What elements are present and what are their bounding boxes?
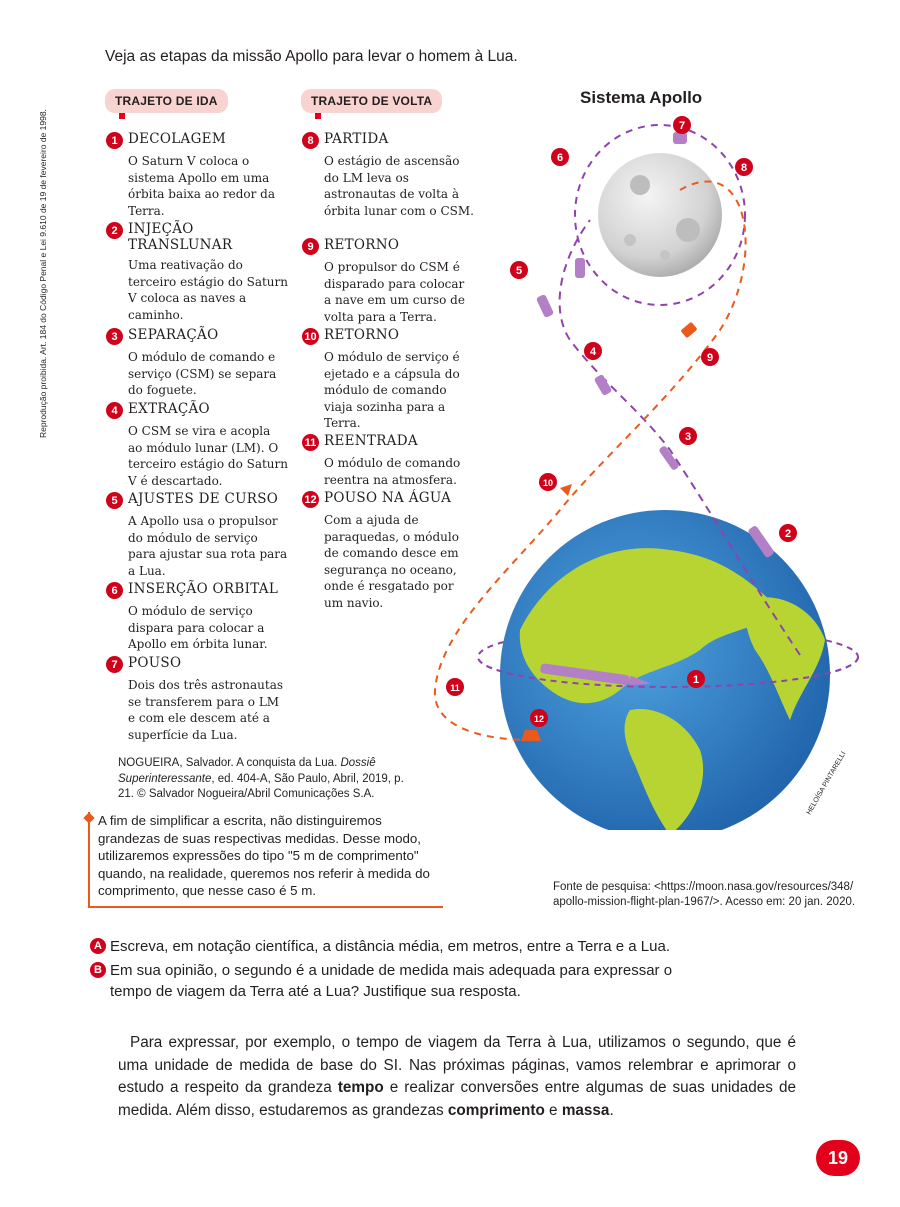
step-number: 11 bbox=[302, 434, 319, 451]
citation-after: , ed. 404-A, São Paulo, Abril, 2019, p. 21. © Salvador Nogueira/Abril Comunicações S.A. bbox=[118, 772, 404, 800]
step-text: O módulo de serviço dispara para colocar a Apollo em órbita lunar. bbox=[128, 604, 268, 651]
step-number: 10 bbox=[302, 328, 319, 345]
marker-label: 2 bbox=[784, 528, 792, 540]
para-bold: massa bbox=[561, 1101, 610, 1119]
question-b bbox=[90, 960, 700, 1002]
step-text: O módulo de comando reentra na atmosfera. bbox=[324, 456, 461, 487]
ida-label: TRAJETO DE IDA bbox=[105, 89, 228, 113]
step-title: PARTIDA bbox=[324, 131, 389, 147]
step-text: O CSM se vira e acopla ao módulo lunar (LM). O terceiro estágio do Saturn V é descartado. bbox=[128, 424, 289, 488]
note-box bbox=[88, 812, 443, 908]
step-text: Uma reativação do terceiro estágio do Saturn V coloca as naves a caminho. bbox=[128, 258, 289, 322]
spacecraft-5-icon bbox=[536, 294, 554, 318]
spacecraft-4-icon bbox=[594, 374, 613, 396]
step-3 bbox=[106, 327, 291, 399]
step-text: O estágio de ascensão do LM leva os astronautas de volta à órbita lunar com o CSM. bbox=[324, 154, 474, 218]
capsule-10-icon bbox=[560, 484, 572, 496]
step-number: 2 bbox=[106, 222, 123, 239]
step-number: 4 bbox=[106, 402, 123, 419]
step-number: 6 bbox=[106, 582, 123, 599]
body-paragraph bbox=[118, 1032, 796, 1122]
spacecraft-6-icon bbox=[575, 258, 585, 278]
step-title: INJEÇÃO TRANSLUNAR bbox=[128, 221, 233, 253]
step-number: 7 bbox=[106, 656, 123, 673]
step-number: 5 bbox=[106, 492, 123, 509]
para-text: e bbox=[544, 1101, 562, 1119]
marker-label: 7 bbox=[678, 120, 686, 132]
step-title: INSERÇÃO ORBITAL bbox=[128, 581, 279, 597]
step-number: 8 bbox=[302, 132, 319, 149]
step-title: POUSO NA ÁGUA bbox=[324, 490, 452, 506]
moon bbox=[598, 153, 722, 277]
marker-label: 9 bbox=[706, 352, 714, 364]
step-title: DECOLAGEM bbox=[128, 131, 226, 147]
question-text: Em sua opinião, o segundo é a unidade de medida mais adequada para expressar o tempo de viagem da Terra até a Lua? Justifique sua resposta. bbox=[110, 962, 673, 1000]
step-number: 12 bbox=[302, 491, 319, 508]
para-bold: tempo bbox=[337, 1079, 384, 1096]
para-text: . bbox=[609, 1101, 614, 1119]
volta-label: TRAJETO DE VOLTA bbox=[301, 89, 442, 113]
para-text: Para expressar, por exemplo, o tempo de viagem da Terra à Lua, utilizamos o segundo, que é uma unidade de medida de base do SI. Nas próximas páginas, vamos relembrar e aprimorar o estudo a respeito da grandeza bbox=[118, 1034, 796, 1096]
question-letter: A bbox=[90, 938, 106, 954]
step-4 bbox=[106, 401, 291, 489]
marker-label: 4 bbox=[589, 346, 597, 358]
marker-label: 10 bbox=[542, 478, 554, 488]
step-title: EXTRAÇÃO bbox=[128, 401, 210, 417]
step-number: 1 bbox=[106, 132, 123, 149]
apollo-diagram bbox=[420, 110, 880, 830]
step-title: REENTRADA bbox=[324, 433, 418, 449]
para-text: e realizar conversões entre algumas de suas unidades de medida. Além disso, estudaremos as grandezas bbox=[118, 1079, 796, 1119]
step-title: POUSO bbox=[128, 655, 182, 671]
note-marker-icon bbox=[83, 812, 94, 823]
step-text: O módulo de serviço é ejetado e a cápsula do módulo de comando viaja sozinha para a Terra. bbox=[324, 350, 460, 430]
marker-label: 12 bbox=[533, 714, 545, 724]
spacecraft-7-icon bbox=[673, 132, 687, 144]
step-text: O Saturn V coloca o sistema Apollo em uma órbita baixa ao redor da Terra. bbox=[128, 154, 276, 218]
marker-label: 8 bbox=[740, 162, 748, 174]
step-text: Dois dos três astronautas se transferem para o LM e com ele descem até a superfície da Lua. bbox=[128, 678, 284, 742]
page-number: 19 bbox=[816, 1140, 860, 1176]
step-6 bbox=[106, 581, 291, 653]
question-letter: B bbox=[90, 962, 106, 978]
step-text: O módulo de comando e serviço (CSM) se separa do foguete. bbox=[128, 350, 277, 397]
copyright-sidebar: Reprodução proibida. Art. 184 do Código Penal e Lei 9.610 de 19 de fevereiro de 1998. bbox=[38, 109, 48, 438]
step-2 bbox=[106, 221, 291, 323]
step-title: RETORNO bbox=[324, 327, 400, 343]
step-text: A Apollo usa o propulsor do módulo de serviço para ajustar sua rota para a Lua. bbox=[128, 514, 288, 578]
illustration-credit: HELOÍSA PINTARELLI bbox=[805, 750, 848, 816]
question-text: Escreva, em notação científica, a distância média, em metros, entre a Terra e a Lua. bbox=[110, 938, 671, 955]
marker-label: 11 bbox=[450, 683, 460, 693]
marker-label: 6 bbox=[556, 152, 564, 164]
note-text: A fim de simplificar a escrita, não distinguiremos grandezas de suas respectivas medidas. Desse modo, utilizaremos expressões do tipo "5 m de comprimento" quando, na realidade, queremos nos referir à medida do comprimento, que nesse caso é 5 m. bbox=[98, 813, 430, 898]
step-1 bbox=[106, 131, 291, 219]
citation-italic: Dossiê Superinteressante bbox=[118, 757, 376, 785]
step-number: 9 bbox=[302, 238, 319, 255]
step-5 bbox=[106, 491, 291, 579]
marker-label: 1 bbox=[692, 674, 700, 686]
para-bold: comprimento bbox=[447, 1101, 545, 1119]
step-title: RETORNO bbox=[324, 237, 400, 253]
step-text: Com a ajuda de paraquedas, o módulo de comando desce em segurança no oceano, onde é resgatado por um navio. bbox=[324, 513, 459, 610]
source-note: Fonte de pesquisa: <https://moon.nasa.gov/resources/348/ apollo-mission-flight-plan-1967/>. Acesso em: 20 jan. 2020. bbox=[553, 881, 856, 908]
marker-label: 3 bbox=[684, 431, 692, 443]
question-a bbox=[90, 936, 790, 957]
step-7 bbox=[106, 655, 291, 743]
step-text: O propulsor do CSM é disparado para colocar a nave em um curso de volta para a Terra. bbox=[324, 260, 465, 324]
step-number: 3 bbox=[106, 328, 123, 345]
intro-text: Veja as etapas da missão Apollo para levar o homem à Lua. bbox=[105, 48, 518, 65]
step-title: AJUSTES DE CURSO bbox=[128, 491, 279, 507]
citation-before: NOGUEIRA, Salvador. A conquista da Lua. bbox=[118, 757, 341, 769]
spacecraft-9-icon bbox=[680, 322, 697, 339]
marker-label: 5 bbox=[515, 265, 523, 277]
step-title: SEPARAÇÃO bbox=[128, 327, 219, 343]
diagram-title: Sistema Apollo bbox=[580, 88, 703, 107]
citation bbox=[118, 756, 408, 803]
